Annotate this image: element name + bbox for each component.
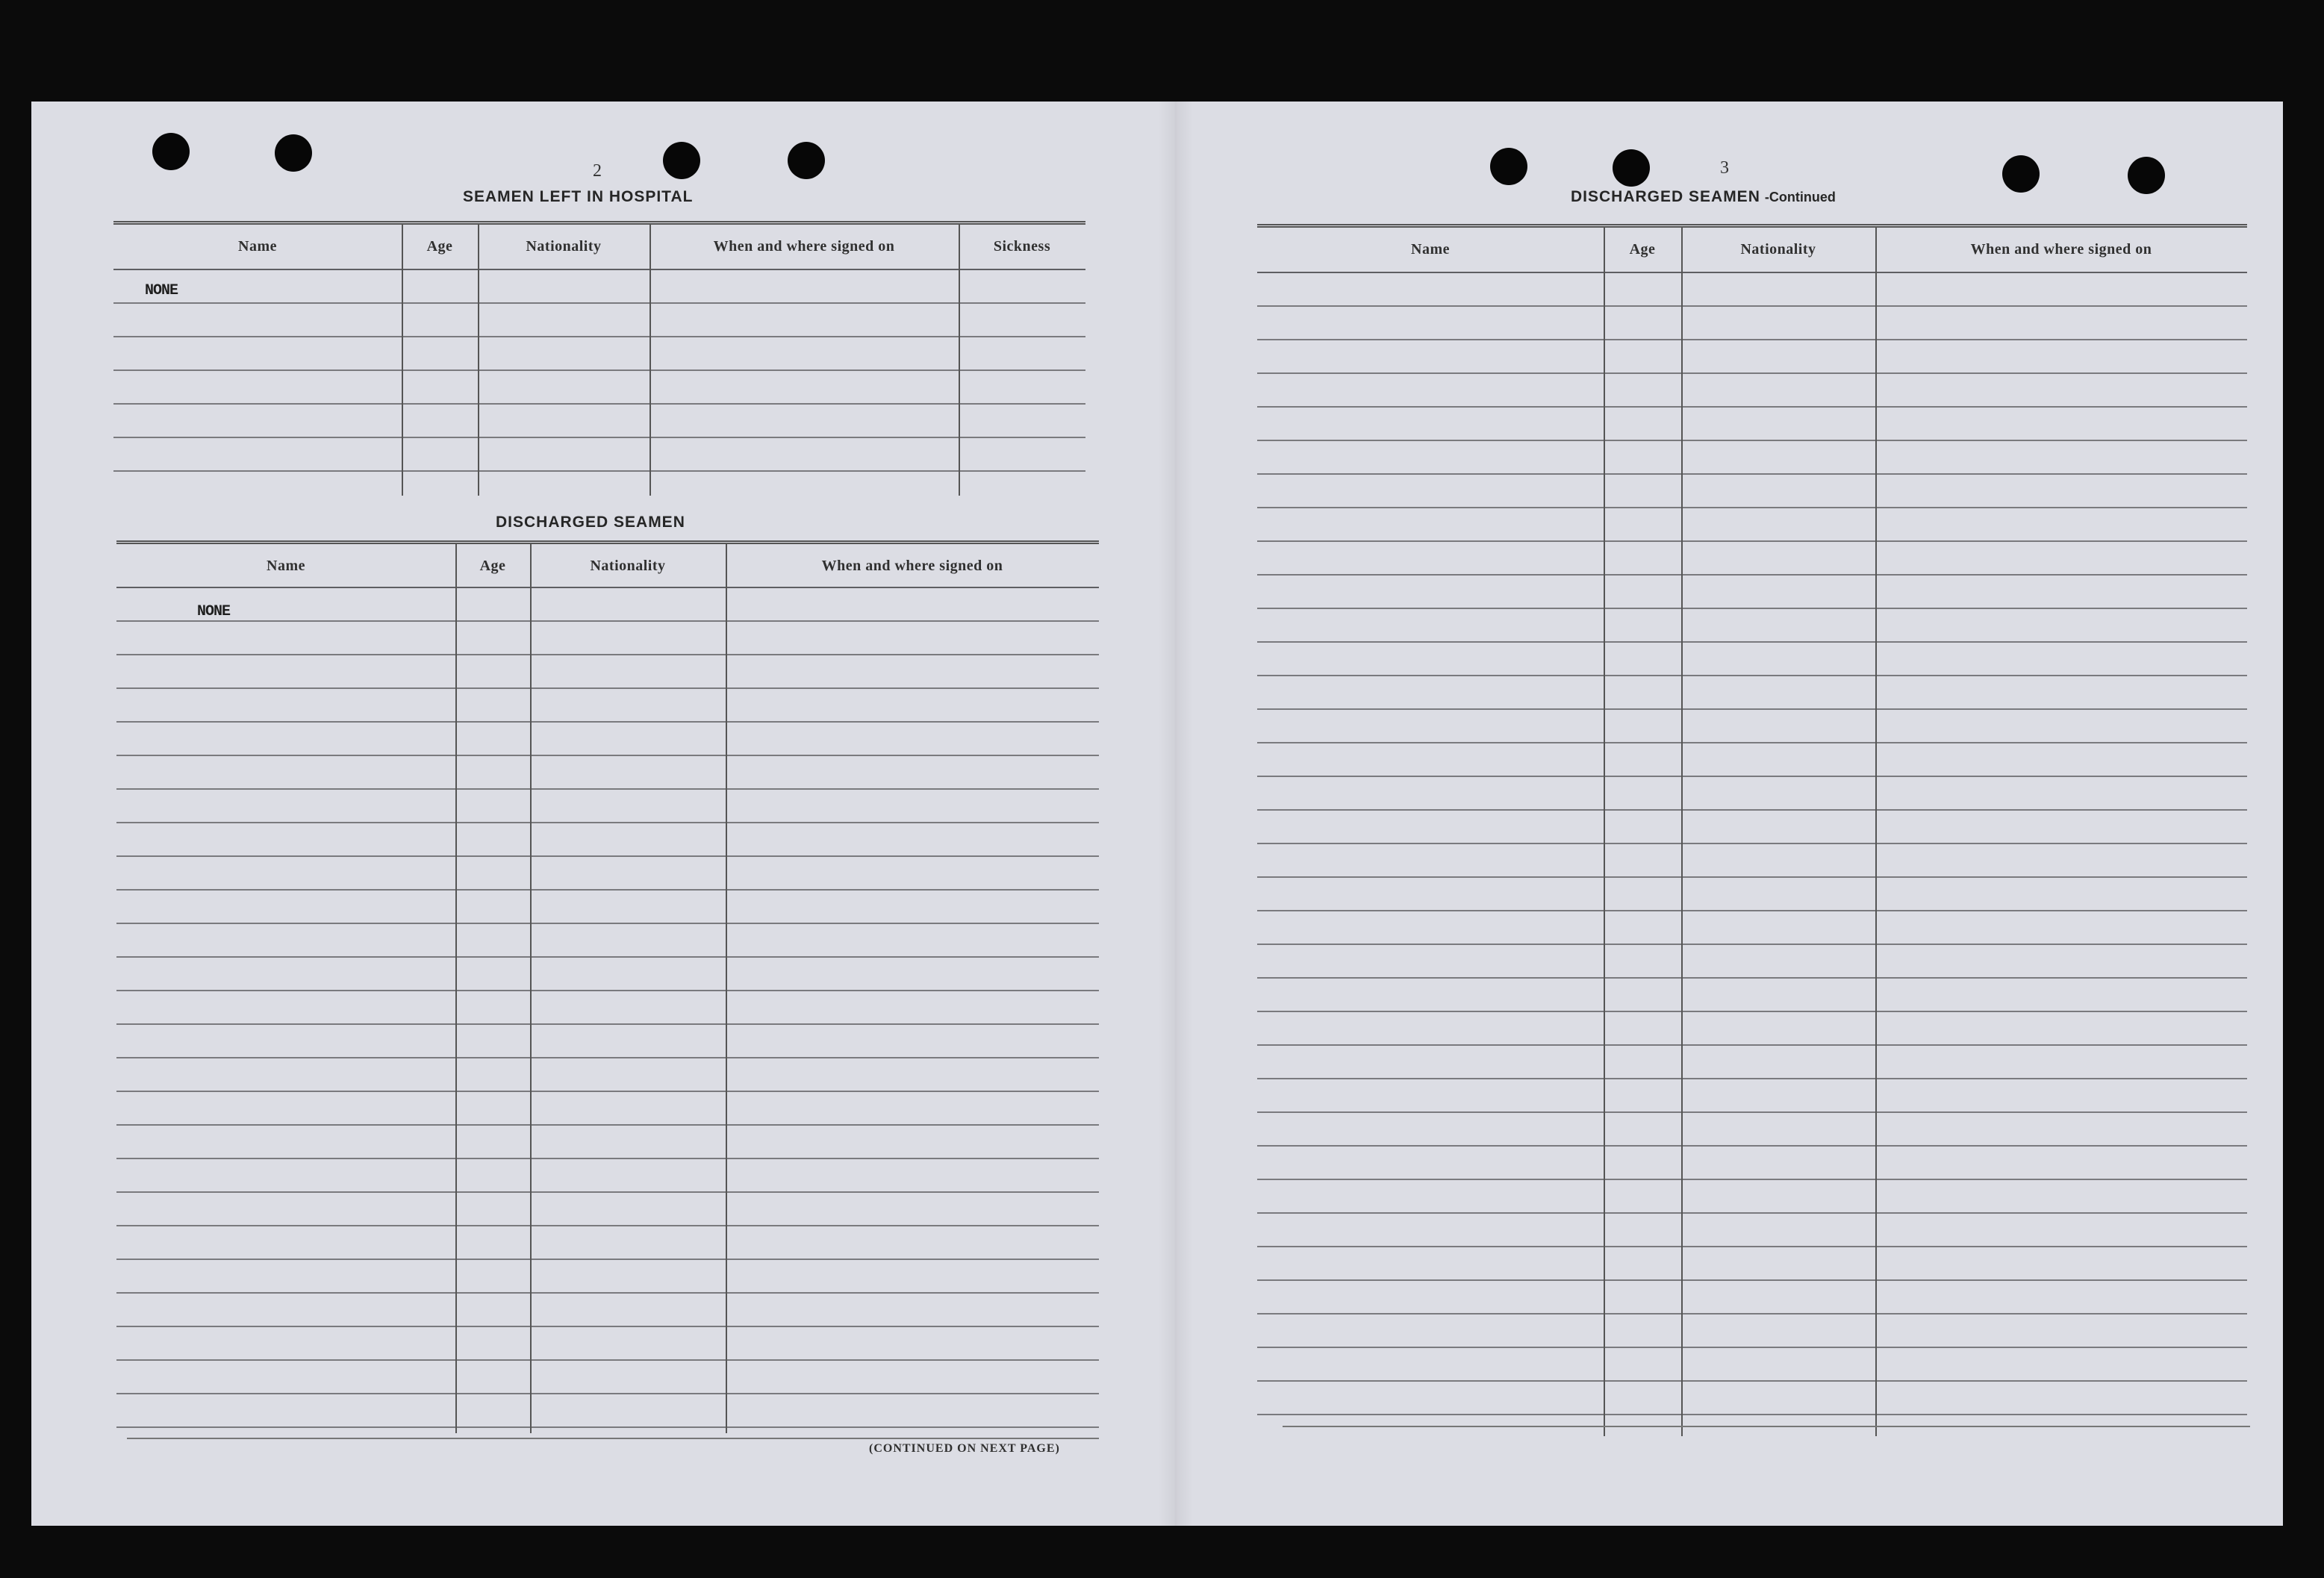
column-header-age: Age	[479, 557, 506, 574]
continued-label: -Continued	[1764, 190, 1836, 205]
discharged-section-title: DISCHARGED SEAMEN	[496, 514, 685, 531]
column-divider	[455, 544, 457, 1433]
column-header-name: Name	[267, 557, 305, 574]
ruled-row-line	[116, 755, 1099, 756]
discharged-continued-table	[1257, 224, 2247, 1436]
ruled-row-line	[116, 855, 1099, 857]
column-header-nationality: Nationality	[590, 557, 666, 574]
column-header-sickness: Sickness	[993, 237, 1051, 255]
ruled-row-line	[1257, 540, 2247, 542]
ruled-row-line	[113, 302, 1085, 304]
ruled-row-line	[116, 687, 1099, 689]
ruled-row-line	[1257, 1313, 2247, 1315]
ruled-row-line	[1257, 272, 2247, 273]
ruled-row-line	[116, 1393, 1099, 1394]
right-page	[1193, 102, 2283, 1526]
ruled-row-line	[1257, 1212, 2247, 1214]
ruled-row-line	[116, 956, 1099, 958]
ruled-row-line	[116, 923, 1099, 924]
ruled-row-line	[1257, 742, 2247, 743]
column-divider	[726, 544, 727, 1433]
ruled-row-line	[1257, 1380, 2247, 1382]
ruled-row-line	[1257, 843, 2247, 844]
ruled-row-line	[1257, 406, 2247, 408]
ruled-row-line	[113, 369, 1085, 371]
ruled-row-line	[1257, 440, 2247, 441]
ruled-row-line	[1257, 1279, 2247, 1281]
ruled-row-line	[1257, 776, 2247, 777]
section-title-text: DISCHARGED SEAMEN	[1571, 188, 1760, 205]
ruled-row-line	[113, 269, 1085, 270]
column-header-signed-on: When and where signed on	[821, 557, 1003, 574]
ruled-row-line	[116, 788, 1099, 790]
ruled-row-line	[1257, 339, 2247, 340]
column-divider	[402, 225, 403, 496]
ruled-row-line	[116, 889, 1099, 891]
column-header-nationality: Nationality	[1740, 240, 1816, 258]
ruled-row-line	[1257, 977, 2247, 979]
ruled-row-line	[116, 1124, 1099, 1126]
ruled-row-line	[1257, 608, 2247, 609]
left-page	[31, 102, 1159, 1526]
page-number: 3	[1720, 158, 1729, 178]
column-divider	[1875, 228, 1877, 1436]
ledger-sheet	[31, 102, 2283, 1526]
ruled-row-line	[1257, 1111, 2247, 1113]
column-divider	[478, 225, 479, 496]
ruled-row-line	[116, 1426, 1099, 1428]
column-divider	[959, 225, 960, 496]
column-header-name: Name	[238, 237, 277, 255]
ruled-row-line	[1257, 305, 2247, 307]
ruled-row-line	[116, 1191, 1099, 1193]
ruled-row-line	[113, 437, 1085, 438]
column-divider	[530, 544, 532, 1433]
center-fold	[1159, 102, 1193, 1526]
ruled-row-line	[116, 1057, 1099, 1058]
column-header-signed-on: When and where signed on	[713, 237, 895, 255]
ruled-row-line	[1257, 1414, 2247, 1415]
ruled-row-line	[1257, 507, 2247, 508]
ruled-row-line	[1257, 809, 2247, 811]
ruled-row-line	[113, 336, 1085, 337]
ruled-row-line	[116, 1259, 1099, 1260]
continued-footer: (CONTINUED ON NEXT PAGE)	[869, 1442, 1060, 1455]
ruled-row-line	[1257, 641, 2247, 643]
ruled-row-line	[1257, 1246, 2247, 1247]
column-divider	[1604, 228, 1605, 1436]
bottom-rule	[1283, 1426, 2250, 1427]
page-number: 2	[593, 161, 602, 181]
ruled-row-line	[116, 1326, 1099, 1327]
ruled-row-line	[1257, 1179, 2247, 1180]
column-header-age: Age	[426, 237, 453, 255]
ruled-row-line	[1257, 675, 2247, 676]
bottom-rule	[127, 1438, 1099, 1439]
discharged-continued-title	[1571, 188, 1836, 206]
ruled-row-line	[1257, 1044, 2247, 1046]
ruled-row-line	[1257, 876, 2247, 878]
ruled-row-line	[116, 1091, 1099, 1092]
column-header-name: Name	[1411, 240, 1450, 258]
ruled-row-line	[116, 620, 1099, 622]
ruled-row-line	[116, 1292, 1099, 1294]
ruled-row-line	[1257, 910, 2247, 911]
hospital-table	[113, 221, 1085, 496]
ruled-row-line	[116, 1158, 1099, 1159]
ruled-row-line	[116, 1225, 1099, 1226]
column-divider	[1681, 228, 1683, 1436]
ruled-row-line	[116, 721, 1099, 723]
ruled-row-line	[1257, 574, 2247, 576]
ruled-row-line	[116, 1359, 1099, 1361]
column-header-nationality: Nationality	[526, 237, 602, 255]
ruled-row-line	[1257, 708, 2247, 710]
discharged-entry-name: NONE	[197, 603, 231, 620]
ruled-row-line	[1257, 1078, 2247, 1079]
ruled-row-line	[113, 470, 1085, 472]
ruled-row-line	[1257, 372, 2247, 374]
discharged-table	[116, 540, 1099, 1433]
ruled-row-line	[116, 1023, 1099, 1025]
ruled-row-line	[1257, 473, 2247, 475]
ruled-row-line	[113, 403, 1085, 405]
ruled-row-line	[1257, 1145, 2247, 1147]
ruled-row-line	[116, 654, 1099, 655]
hospital-entry-name: NONE	[145, 282, 178, 299]
ruled-row-line	[116, 587, 1099, 588]
ruled-row-line	[1257, 1011, 2247, 1012]
column-header-signed-on: When and where signed on	[1970, 240, 2152, 258]
column-header-age: Age	[1629, 240, 1656, 258]
ruled-row-line	[1257, 1347, 2247, 1348]
ruled-row-line	[116, 990, 1099, 991]
column-divider	[649, 225, 651, 496]
ruled-row-line	[1257, 944, 2247, 945]
ruled-row-line	[116, 822, 1099, 823]
hospital-section-title: SEAMEN LEFT IN HOSPITAL	[463, 188, 694, 205]
